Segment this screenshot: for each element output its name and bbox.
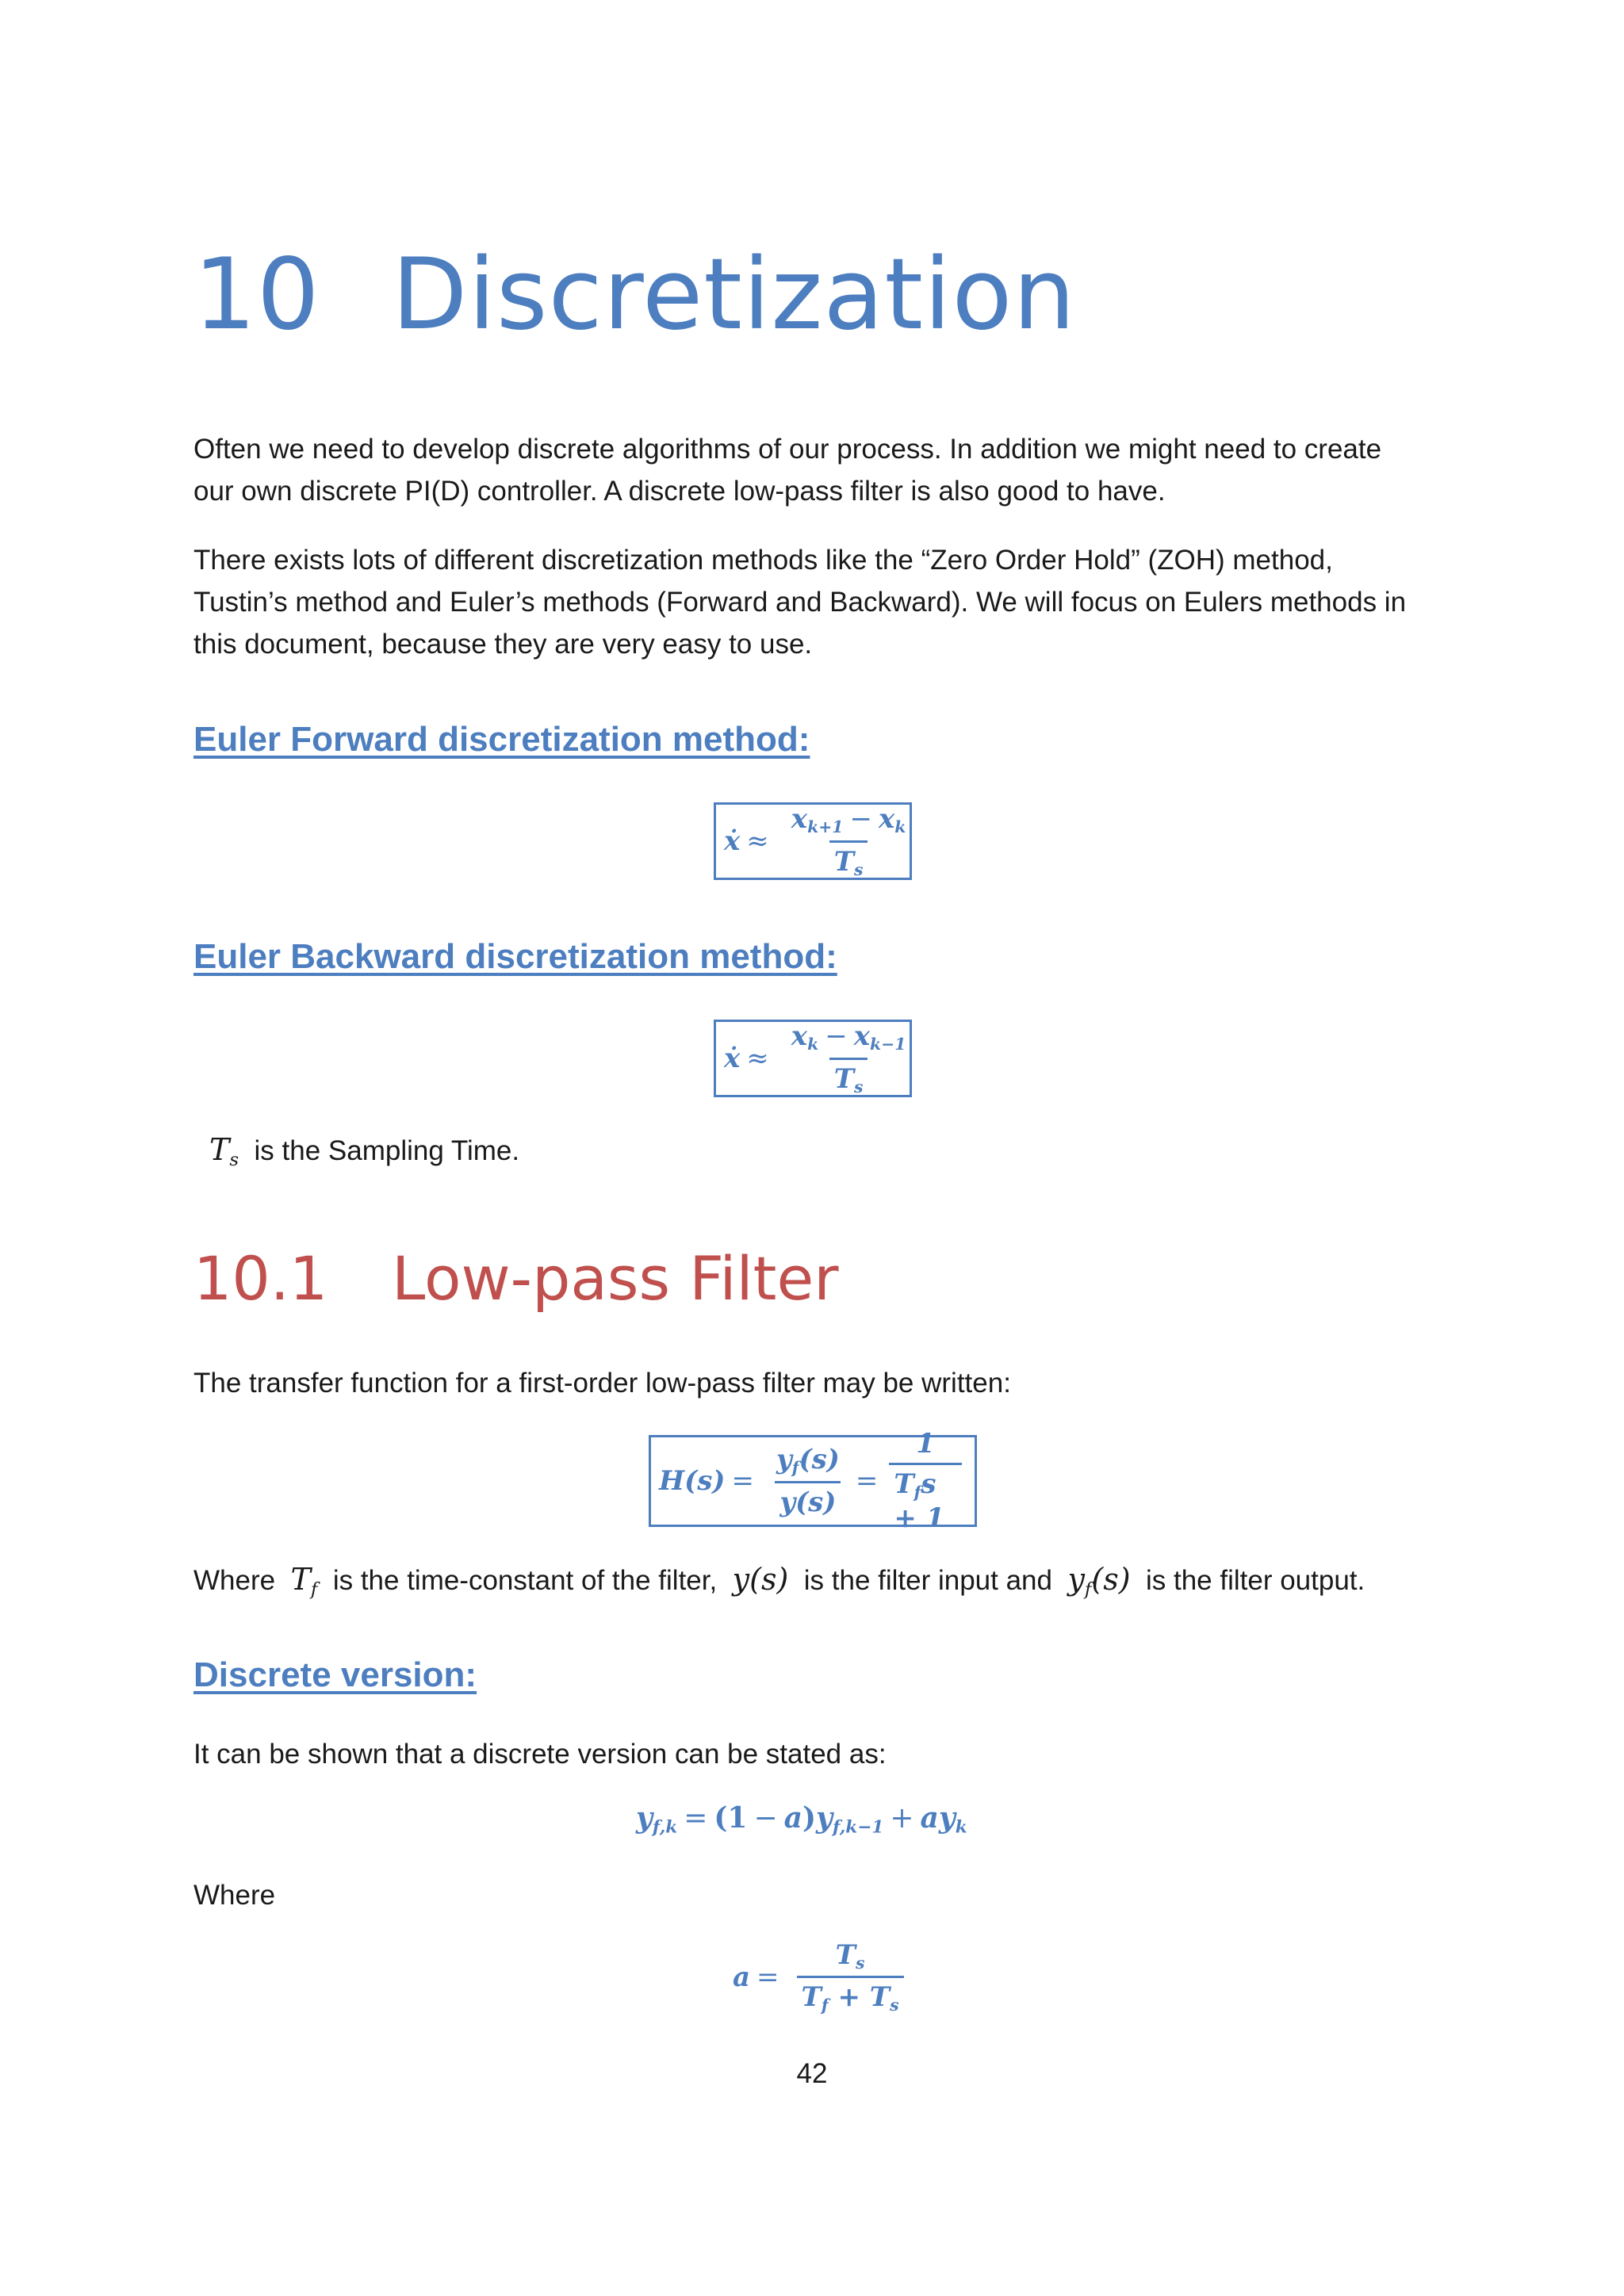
discrete-version-heading: Discrete version: — [193, 1655, 477, 1694]
euler-forward-equation: ẋ ≈ $\frac{x_{k+1} - x_k}{T_s}$ — [714, 802, 912, 880]
intro-paragraph-1: Often we need to develop discrete algorithms of our process. In addition we might need to create our own discrete PI(D) controller. A discrete low-pass filter is also good to have. — [193, 434, 1382, 507]
intro-paragraph-2: There exists lots of different discretization methods like the “Zero Order Hold” (ZOH) method, Tustin’s method and Euler’s methods (Forward and Backward). We will focus on Eulers methods in this document, because they are very easy to use. — [193, 545, 1407, 660]
discrete-where: Where — [193, 1880, 276, 1911]
chapter-title: Discretization — [392, 238, 1076, 352]
chapter-heading — [193, 238, 1076, 352]
section-number: 10.1 — [193, 1243, 328, 1314]
euler-forward-heading: Euler Forward discretization method: — [193, 720, 810, 759]
page-number: 42 — [796, 2058, 828, 2089]
euler-backward-heading: Euler Backward discretization method: — [193, 937, 837, 976]
transfer-function-equation: H(s) = $\frac{y_f(s)}{y(s)}$ = $\frac{1}{T_fs + 1}$ — [649, 1435, 977, 1527]
euler-backward-equation: ẋ ≈ $\frac{x_k - x_{k-1}}{T_s}$ — [714, 1020, 912, 1097]
discrete-equation: $y_{f,k} = (1 - a)y_{f,k-1} + ay_k$ — [636, 1801, 967, 1838]
lowpass-intro: The transfer function for a first-order low-pass filter may be written: — [193, 1368, 1011, 1399]
section-title: Low-pass Filter — [392, 1243, 839, 1314]
transfer-function-where: Where $T_f$ is the time-constant of the filter, y(s) is the filter input and $y_f(s)$ is the filter output. — [193, 1562, 1365, 1600]
section-heading — [193, 1243, 838, 1314]
alpha-equation: a = $\frac{T_s}{T_f + T_s}$ — [733, 1939, 909, 2015]
chapter-number: 10 — [193, 238, 320, 352]
discrete-intro: It can be shown that a discrete version can be stated as: — [193, 1739, 887, 1770]
sampling-time-note: $T_s$ is the Sampling Time. — [209, 1132, 520, 1170]
